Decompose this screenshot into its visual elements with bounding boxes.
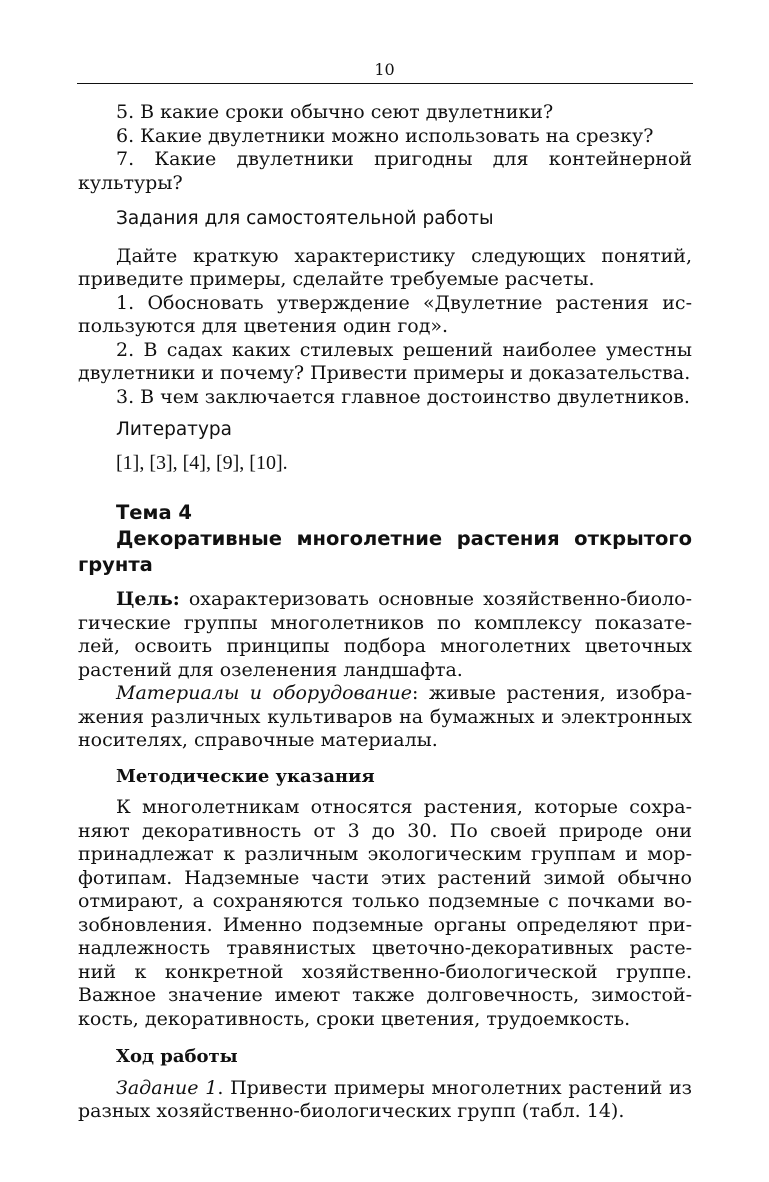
self-work-task-1: 1. Обосновать утверждение «Двулетние растения используются для цветения один год». bbox=[78, 291, 692, 337]
workflow-task-label: Задание 1 bbox=[116, 1076, 218, 1099]
workflow-task-paragraph bbox=[78, 1077, 692, 1124]
self-work-heading: Задания для самостоятельной работы bbox=[116, 208, 494, 229]
workflow-heading: Ход работы bbox=[116, 1046, 238, 1067]
literature-heading: Литература bbox=[116, 419, 232, 440]
self-work-task-2: 2. В садах каких стилевых решений наиболее уместны двулетники и почему? Привести примеры и доказательства. bbox=[78, 338, 692, 384]
header-rule bbox=[77, 83, 693, 84]
topic-number: Тема 4 bbox=[116, 501, 192, 524]
guidelines-text: К многолетникам относятся растения, которые сохраняют декоративность от 3 до 30. По своей природе они принадлежат к различным экологическим группам и морфотипам. Надземные части этих растений зимой обычно отмирают, а сохраняются только подземные с почками возобновления. Именно подземные органы определяют принадлежность травянистых цветочно-декоративных растений к конкретной хозяйственно-биологической группе. Важное значение имеют также долговечность, зимостойкость, декоративность, сроки цветения, трудоемкость. bbox=[78, 796, 692, 1030]
literature-refs: [1], [3], [4], [9], [10]. bbox=[116, 451, 288, 474]
question-5: 5. В какие сроки обычно сеют двулетники? bbox=[116, 101, 554, 123]
page-number: 10 bbox=[374, 60, 395, 79]
self-work-task-3: 3. В чем заключается главное достоинство двулетников. bbox=[116, 385, 690, 408]
goal-text: охарактеризовать основные хозяйственно-биологические группы многолетников по комплексу показателей, освоить принципы подбора многолетних цветочных растений для озеленения ландшафта. bbox=[78, 588, 692, 681]
question-7: 7. Какие двулетники пригодны для контейнерной культуры? bbox=[78, 148, 692, 194]
materials-text: : живые растения, изображения различных культиваров на бумажных и электронных носителях, справочные материалы. bbox=[78, 682, 692, 751]
goal-label: Цель: bbox=[116, 588, 180, 610]
materials-label: Материалы и оборудование bbox=[116, 682, 412, 704]
question-6: 6. Какие двулетники можно использовать на срезку? bbox=[116, 124, 654, 147]
workflow-task-text: . Привести примеры многолетних растений из разных хозяйственно-биологических групп (табл. 14). bbox=[78, 1076, 692, 1122]
goal-paragraph bbox=[78, 588, 692, 682]
self-work-intro: Дайте краткую характеристику следующих понятий, приведите примеры, сделайте требуемые расчеты. bbox=[78, 244, 692, 290]
materials-paragraph bbox=[78, 682, 692, 753]
guidelines-heading: Методические указания bbox=[116, 765, 375, 787]
page-content bbox=[78, 101, 692, 1124]
topic-title: Декоративные многолетние растения открытого грунта bbox=[78, 527, 692, 576]
